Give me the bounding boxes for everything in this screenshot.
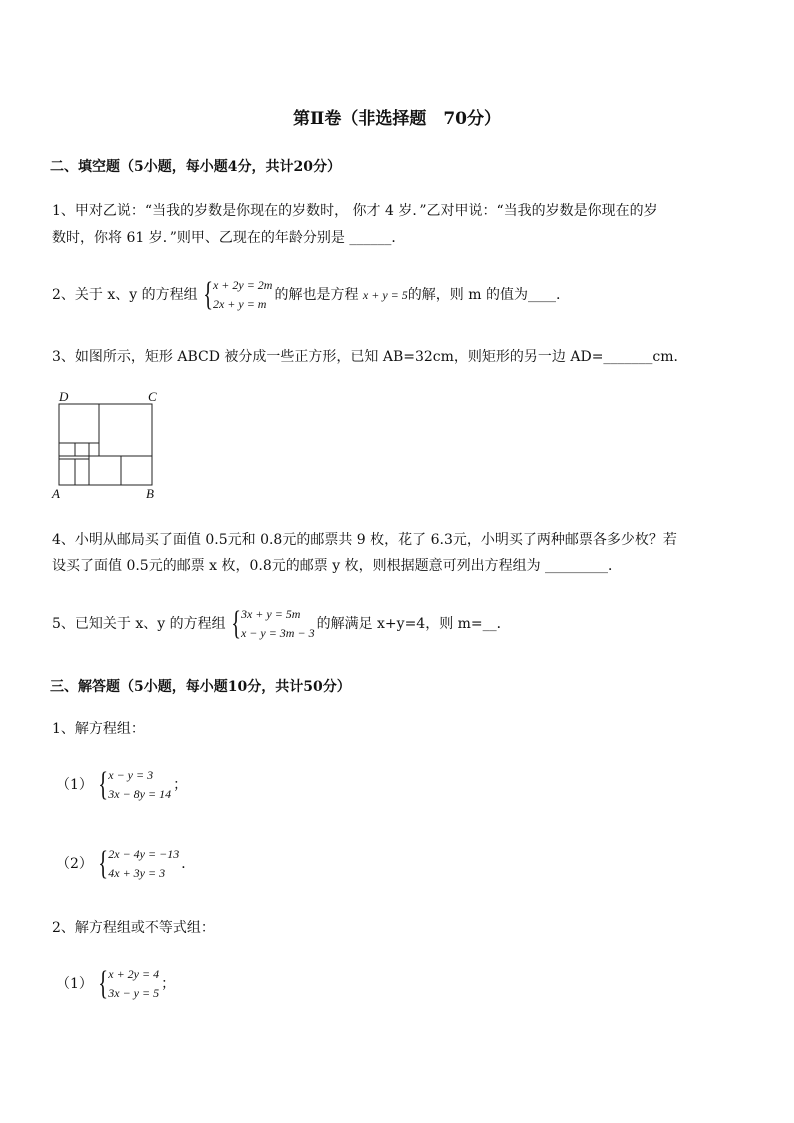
equation: x + 2y = 2m xyxy=(212,278,273,292)
part-label: （1） xyxy=(56,976,93,992)
question-1-line-1: 1、甲对乙说：“当我的岁数是你现在的岁数时， 你才 4 岁．”乙对甲说：“当我的岁数是你现在的岁 xyxy=(52,203,658,219)
equation-system xyxy=(95,766,171,804)
question-5-suffix: 的解满足 x+y=4，则 m=__． xyxy=(316,616,511,632)
vertex-label-d: D xyxy=(59,389,69,404)
vertex-label-b: B xyxy=(146,486,154,500)
equation: 2x + y = m xyxy=(212,297,267,311)
question-4-line-2: 设买了面值 0.5元的邮票 x 枚，0.8元的邮票 y 枚，则根据题意可列出方程组为 _________． xyxy=(52,558,623,574)
equation: x − y = 3 xyxy=(108,768,154,782)
question-3: 3、如图所示，矩形 ABCD 被分成一些正方形，已知 AB=32cm，则矩形的另一边 AD=_______cm． xyxy=(52,349,688,365)
solve-question-1-part-1 xyxy=(56,766,187,804)
outer-rectangle xyxy=(59,404,152,485)
question-2-suffix: 的解，则 m 的值为____. xyxy=(407,287,561,303)
equation: 3x + y = 5m xyxy=(240,607,301,621)
question-2-prefix: 2、关于 x、y 的方程组 xyxy=(52,287,198,303)
end-mark: ； xyxy=(161,976,176,992)
brace-symbol: { xyxy=(98,766,108,803)
vertex-label-c: C xyxy=(148,389,157,404)
equation: x − y = 3m − 3 xyxy=(240,626,315,640)
square xyxy=(59,404,99,443)
question-4-line-1: 4、小明从邮局买了面值 0.5元和 0.8元的邮票共 9 枚，花了 6.3元，小明买了两种邮票各多少枚？若 xyxy=(52,532,677,548)
solve-question-2-stem: 2、解方程组或不等式组： xyxy=(52,920,215,936)
part-label: （2） xyxy=(56,856,93,872)
equation: x + 2y = 4 xyxy=(108,967,160,981)
question-2-mid: 的解也是方程 xyxy=(274,287,359,303)
solve-question-1-part-2 xyxy=(56,845,195,883)
page-title: 第Ⅱ卷（非选择题 70分） xyxy=(293,109,501,129)
part-label: （1） xyxy=(56,777,93,793)
question-5 xyxy=(52,605,511,643)
brace-symbol: { xyxy=(98,965,108,1002)
section-heading-fill-in: 二、填空题（5小题，每小题4分，共计20分） xyxy=(50,159,341,175)
square xyxy=(99,404,152,456)
equation: 2x − 4y = −13 xyxy=(108,847,180,861)
equation: 3x − y = 5 xyxy=(108,986,160,1000)
rectangle-figure xyxy=(48,388,163,500)
equation: x + y = 5 xyxy=(362,288,408,302)
question-5-prefix: 5、已知关于 x、y 的方程组 xyxy=(52,616,226,632)
question-1-line-2: 数时，你将 61 岁．”则甲、乙现在的年龄分别是 ______． xyxy=(52,230,406,246)
equation-system xyxy=(95,845,179,883)
equation: 4x + 3y = 3 xyxy=(108,866,166,880)
end-mark: ． xyxy=(181,856,196,872)
equation-system xyxy=(200,276,273,314)
vertex-label-a: A xyxy=(52,486,60,500)
equation: 3x − 8y = 14 xyxy=(108,787,172,801)
brace-symbol: { xyxy=(98,845,108,882)
equation-system xyxy=(95,965,159,1003)
brace-symbol: { xyxy=(230,605,241,642)
end-mark: ； xyxy=(173,777,188,793)
equation-system xyxy=(228,605,315,643)
brace-symbol: { xyxy=(202,276,213,313)
question-2 xyxy=(52,276,560,314)
solve-question-1-stem: 1、解方程组： xyxy=(52,721,145,737)
section-heading-solve: 三、解答题（5小题，每小题10分，共计50分） xyxy=(50,679,351,695)
solve-question-2-part-1 xyxy=(56,965,175,1003)
